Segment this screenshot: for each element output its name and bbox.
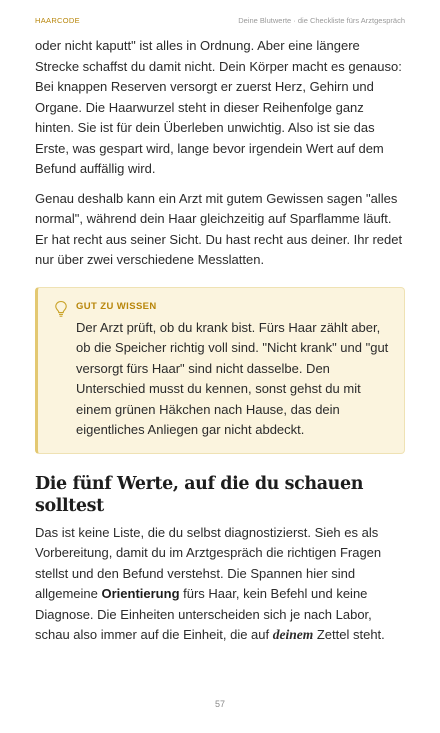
callout-title: GUT ZU WISSEN	[76, 300, 157, 312]
section-text-1: Das ist keine Liste, die du selbst diagnostizierst. Sieh es als Vorbereitung, damit du im Arztgespräch die richtigen Fragen stellst und den Befund verstehst. Die Spannen hier sind allgemeine	[35, 524, 382, 601]
page-content	[35, 36, 405, 646]
section-text-3: Zettel steht.	[313, 627, 385, 642]
body-paragraph-2: Genau deshalb kann ein Arzt mit gutem Gewissen sagen "alles normal", während dein Haar gleichzeitig auf Sparflamme läuft. Er hat recht aus seiner Sicht. Du hast recht aus deiner. Ihr redet nur über zwei verschiedene Messlatten.	[35, 190, 403, 267]
page-number: 57	[214, 699, 225, 709]
callout-text: Der Arzt prüft, ob du krank bist. Fürs Haar zählt aber, ob die Speicher richtig voll sind. "Nicht krank" und "gut versorgt fürs Haar" sind nicht dasselbe. Den Unterschied musst du kennen, sonst gehst du mit einem grünen Häkchen nach Hause, das dein eigentliches Anliegen gar nicht abdeckt.	[76, 319, 389, 437]
brand-label: HAARCODE	[35, 16, 80, 25]
section-italic-word: deinem	[272, 627, 314, 642]
body-paragraph-1: oder nicht kaputt" ist alles in Ordnung. Aber eine längere Strecke schaffst du damit nicht. Dein Körper macht es genauso: Bei knappen Reserven versorgt er zuerst Herz, Gehirn und Organe. Die Haarwurzel steht in dieser Reihenfolge ganz hinten. Sie ist für dein Überleben unwichtig. Also ist sie das Erste, was gespart wird, lange bevor irgendein Wert auf dem Befund auffällig wird.	[35, 38, 402, 176]
running-title: Deine Blutwerte · die Checkliste fürs Arztgespräch	[238, 16, 405, 25]
page-header	[35, 16, 405, 26]
section-bold-term: Orientierung	[101, 586, 180, 601]
lightbulb-icon	[54, 300, 68, 318]
section-text-2: fürs Haar, kein Befehl und keine Diagnose. Die Einheiten unterscheiden sich je nach Labor, schau also immer auf die Einheit, die auf	[35, 586, 372, 642]
section-heading: Die fünf Werte, auf die du schauen solltest	[35, 473, 364, 516]
info-callout	[35, 287, 405, 454]
section-paragraph	[35, 523, 405, 646]
